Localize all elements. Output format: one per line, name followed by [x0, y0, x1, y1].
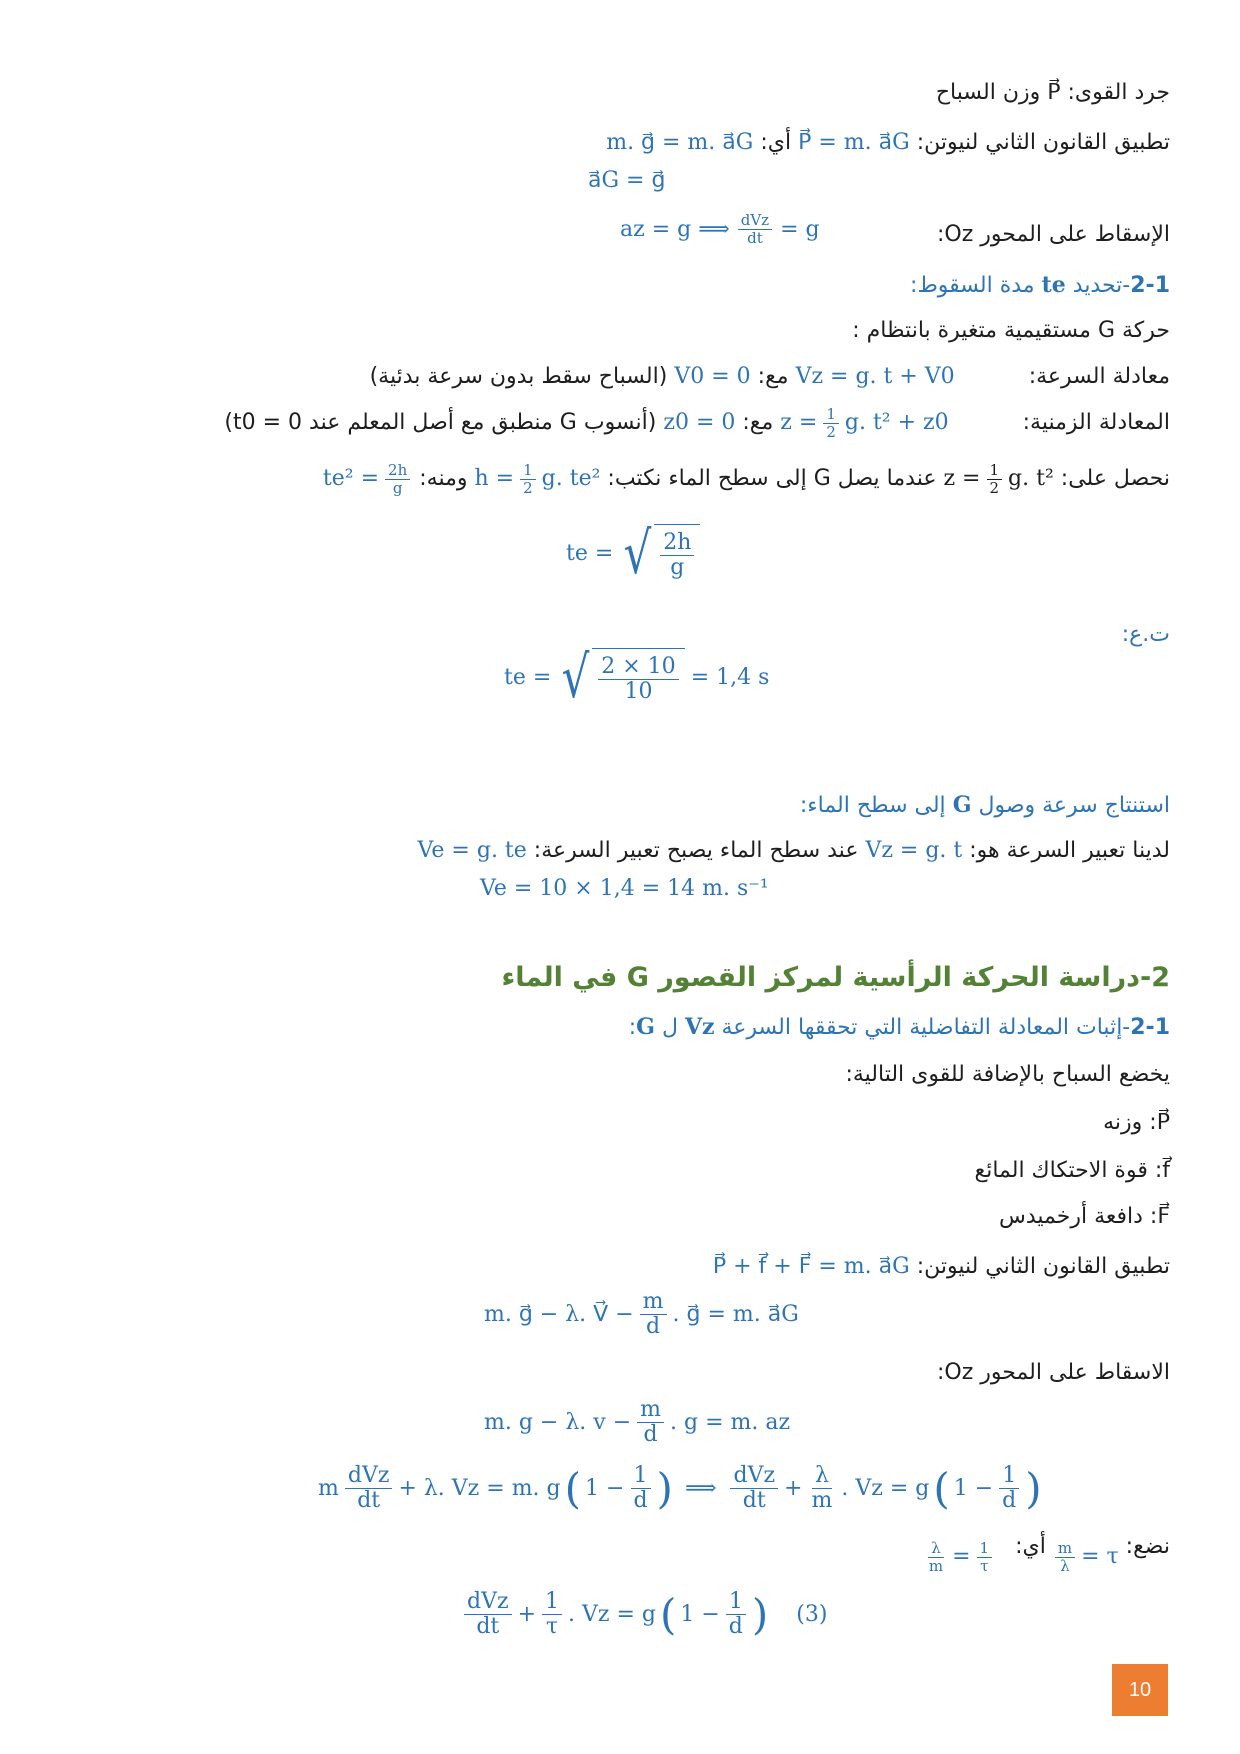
acceleration-eq-text: a⃗G = g⃗ [588, 168, 666, 193]
vector-eq-right: . g⃗ = m. a⃗G [672, 1302, 799, 1328]
weight-description: : وزنه [1103, 1110, 1157, 1135]
one-over-tau [542, 1590, 562, 1639]
frac-den: dt [476, 1614, 500, 1640]
newton-applied-equation: P⃗ + f⃗ + F⃗ = m. a⃗G [712, 1254, 910, 1279]
surface-velocity-expression: Ve = g. te [417, 838, 527, 863]
friction-vector-symbol: f⃗ [1162, 1158, 1170, 1183]
at-surface-text: عند سطح الماء يصبح تعبير السرعة: [533, 838, 859, 863]
motion-type-text: حركة G مستقيمية متغيرة بانتظام : [852, 318, 1170, 343]
deduce-tail: إلى سطح الماء: [799, 793, 946, 818]
sub-g: G [636, 1014, 655, 1040]
sqrt-body [654, 524, 700, 582]
frac-num: dVz [738, 212, 772, 230]
deriv-eq-right: . Vz = g [841, 1476, 930, 1502]
one-minus: 1 − [680, 1602, 720, 1628]
m-over-d [640, 1290, 667, 1339]
forces-intro-text: يخضع السباح بالإضافة للقوى التالية: [845, 1062, 1170, 1087]
velocity-with-label: مع: [757, 364, 789, 389]
projection-label: الإسقاط على المحور Oz: [936, 222, 1170, 247]
heading-tail: مدة السقوط: [910, 273, 1035, 298]
time-equation-line [70, 406, 1170, 440]
right-paren: ) [751, 1589, 769, 1639]
frac-den: λ [1060, 1556, 1070, 1575]
frac-num: 2h [660, 531, 694, 556]
frac-den: dt [742, 1488, 766, 1514]
height-eq-right: g. te² [541, 466, 601, 491]
dvz-dt-fraction [738, 212, 772, 246]
buoyancy-vector-symbol: F⃗ [1157, 1204, 1170, 1229]
frac-den: d [1002, 1488, 1017, 1514]
frac-den: τ [980, 1556, 989, 1575]
radical-icon: √ [623, 519, 652, 587]
frac-den: g [670, 555, 685, 580]
acceleration-equals-g [588, 168, 665, 193]
m-over-lambda [1055, 1540, 1075, 1574]
hence-label: ومنه: [419, 466, 468, 491]
frac-den: m [811, 1488, 833, 1514]
sub-colon: : [628, 1015, 637, 1040]
velocity-equation: Vz = g. t + V0 [795, 364, 955, 389]
frac-num: dVz [730, 1464, 778, 1489]
motion-type-line [70, 314, 1170, 348]
fall-duration-heading [70, 268, 1170, 303]
te-sqrt-formula [566, 519, 700, 587]
radical-icon: √ [561, 643, 590, 711]
velocity-expression-label: لدينا تعبير السرعة هو: [969, 838, 1170, 863]
frac-num: 1 [542, 1590, 562, 1615]
numerical-application-label [70, 618, 1170, 652]
force-weight [70, 1106, 1170, 1140]
one-over-d [726, 1590, 746, 1639]
newton-eq-1: P⃗ = m. a⃗G [798, 130, 910, 155]
lambda-over-m-definition [924, 1540, 994, 1574]
heading-variable: te [1041, 272, 1066, 298]
frac-den: d [728, 1614, 743, 1640]
frac-num: λ [928, 1540, 944, 1558]
velocity-expression-line [70, 834, 1170, 868]
weight-label: وزن السباح [935, 80, 1041, 105]
frac-num: 1 [977, 1540, 993, 1558]
frac-num: 2 × 10 [598, 655, 678, 680]
right-paren: ) [1025, 1463, 1042, 1513]
newton-eq-connector: أي: [760, 130, 792, 155]
scalar-equation [484, 1398, 790, 1447]
frac-num: m [637, 1398, 664, 1423]
dvz-dt [345, 1464, 393, 1513]
m-over-d [637, 1398, 664, 1447]
half-fraction [823, 406, 839, 440]
frac-den: g [392, 478, 403, 497]
left-paren: ( [933, 1463, 950, 1513]
initial-velocity: V0 = 0 [674, 364, 751, 389]
sub-number: 2-1 [1130, 1015, 1170, 1040]
time-equation [780, 406, 948, 440]
plus-sign: + [784, 1476, 803, 1502]
lambda-over-m [926, 1540, 946, 1574]
frac-num: dVz [464, 1590, 512, 1615]
projection-oz-line [70, 1356, 1170, 1390]
dvz-dt [464, 1590, 512, 1639]
height-equation [475, 462, 601, 496]
newton-law-label: تطبيق القانون الثاني لنيوتن: [916, 130, 1170, 155]
te-numeric-formula [504, 643, 770, 711]
substitution-label: نضع: [1125, 1534, 1170, 1559]
newton-law-line [70, 126, 1170, 160]
one-over-tau [977, 1540, 993, 1574]
frac-num: dVz [345, 1464, 393, 1489]
frac-den: dt [747, 228, 763, 247]
one-minus: 1 − [953, 1476, 994, 1502]
vector-equation [484, 1290, 799, 1339]
te-sq-left: te² = [322, 466, 380, 491]
buoyancy-description: : دافعة أرخميدس [999, 1204, 1158, 1229]
deriv-eq-mid: + λ. Vz = m. g [398, 1476, 561, 1502]
te-label: te = [504, 664, 552, 690]
section-number: 2 [1151, 962, 1170, 993]
projection-eq-right: = g [780, 216, 820, 242]
frac-den: 2 [523, 478, 533, 497]
sqrt-body [592, 648, 684, 706]
forces-intro [70, 1058, 1170, 1092]
position-equation [943, 462, 1053, 496]
forces-inventory-label: جرد القوى: [1067, 80, 1170, 105]
frac-num: 1 [726, 1590, 746, 1615]
velocity-expression: Vz = g. t [865, 838, 963, 863]
one-over-d [630, 1464, 650, 1513]
projection-eq-left: az = g ⟹ [620, 216, 730, 242]
time-note: (أنسوب G منطبق مع أصل المعلم عند t0 = 0) [224, 410, 657, 435]
section-title-text: -دراسة الحركة الرأسية لمركز القصور G في الماء [501, 962, 1152, 993]
frac-num: λ [812, 1464, 832, 1489]
time-equation-label: المعادلة الزمنية: [1022, 410, 1170, 435]
obtain-label: نحصل على: [1060, 466, 1170, 491]
frac-num: m [1055, 1540, 1075, 1558]
final-eq-mid: . Vz = g [568, 1602, 656, 1628]
time-with-label: مع: [742, 410, 774, 435]
equation-number: (3) [796, 1602, 828, 1628]
page-number: 10 [1128, 1678, 1152, 1701]
half-fraction [520, 462, 536, 496]
frac-den: d [643, 1422, 658, 1448]
weight-vector-symbol: P⃗ [1156, 1110, 1170, 1135]
time-eq-right: g. t² + z0 [844, 410, 949, 435]
te-label: te = [566, 540, 614, 566]
obtain-line [70, 462, 1170, 496]
deduce-var: G [952, 792, 972, 818]
equals: = [952, 1544, 971, 1569]
differential-eq-heading [70, 1010, 1170, 1045]
deduce-text: استنتاج سرعة وصول [978, 793, 1170, 818]
frac-den: m [928, 1556, 944, 1575]
left-paren: ( [564, 1463, 582, 1513]
one-minus: 1 − [585, 1476, 625, 1502]
frac-den: dt [357, 1488, 381, 1514]
force-friction [70, 1154, 1170, 1188]
velocity-equation-label: معادلة السرعة: [1028, 364, 1170, 389]
numeric-fraction [598, 655, 678, 704]
lambda-over-m [808, 1464, 835, 1513]
sub-text: -إثبات المعادلة التفاضلية التي تحققها السرعة [721, 1015, 1131, 1040]
plus-sign: + [517, 1602, 536, 1628]
half-fraction [987, 462, 1003, 496]
te-squared-equation [323, 462, 412, 496]
frac-num: 1 [631, 1464, 651, 1489]
equals-tau: = τ [1081, 1544, 1119, 1569]
scalar-eq-right: . g = m. az [670, 1410, 791, 1436]
projection-equation [620, 212, 820, 246]
2h-over-g-fraction [385, 462, 410, 496]
2h-over-g [660, 531, 694, 580]
deduce-velocity-heading [70, 788, 1170, 823]
frac-den: 2 [989, 478, 1000, 497]
time-eq-left: z = [780, 410, 818, 435]
frac-num: m [640, 1290, 667, 1315]
velocity-note: (السباح سقط بدون سرعة بدئية) [369, 364, 668, 389]
velocity-equation-line [70, 360, 1170, 394]
frac-den: 2 [826, 422, 836, 441]
reach-surface-text: عندما يصل G إلى سطح الماء نكتب: [607, 466, 937, 491]
that-is-label: أي: [1015, 1534, 1046, 1559]
sub-variable: Vz [684, 1014, 715, 1040]
height-eq-left: h = [474, 466, 515, 491]
pos-eq-left: z = [943, 466, 981, 491]
friction-description: : قوة الاحتكاك المائع [974, 1158, 1163, 1183]
pos-eq-right: g. t² [1008, 466, 1054, 491]
differential-derivation [318, 1464, 1042, 1513]
vector-eq-left: m. g⃗ − λ. V⃗ − [484, 1302, 634, 1328]
frac-num: 1 [999, 1464, 1019, 1489]
mass-factor: m [318, 1476, 339, 1502]
implies-arrow: ⟹ [684, 1476, 717, 1502]
velocity-value-text: Ve = 10 × 1,4 = 14 m. s⁻¹ [480, 876, 769, 901]
scalar-eq-left: m. g − λ. v − [484, 1410, 632, 1436]
substitution-line [70, 1530, 1170, 1574]
frac-num: 1 [520, 462, 536, 480]
right-paren: ) [656, 1463, 673, 1513]
section-2-title [70, 958, 1170, 998]
tau-definition [1053, 1540, 1119, 1574]
te-result: = 1,4 s [690, 664, 770, 690]
frac-den: 10 [624, 679, 653, 704]
frac-num: 2h [385, 462, 410, 480]
force-buoyancy [70, 1200, 1170, 1234]
sqrt-symbol [619, 519, 700, 587]
heading-text: -تحديد [1072, 273, 1131, 298]
newton-eq-2: m. g⃗ = m. a⃗G [606, 130, 754, 155]
projection-oz-label: الاسقاط على المحور Oz: [936, 1360, 1170, 1385]
frac-num: 1 [823, 406, 839, 424]
ta-text: ت.ع: [1121, 622, 1170, 647]
page-number-badge [1112, 1664, 1168, 1716]
sqrt-symbol [557, 643, 684, 711]
heading-number: 2-1 [1130, 273, 1170, 298]
surface-velocity-value [480, 876, 769, 901]
frac-den: d [633, 1488, 648, 1514]
newton-applied-label: تطبيق القانون الثاني لنيوتن: [916, 1254, 1170, 1279]
final-differential-equation [462, 1590, 827, 1639]
weight-vector: P⃗ [1047, 80, 1061, 105]
dvz-dt [730, 1464, 778, 1513]
newton-applied-line [70, 1250, 1170, 1284]
forces-inventory-line [70, 76, 1170, 110]
one-over-d [999, 1464, 1019, 1513]
initial-position: z0 = 0 [663, 410, 736, 435]
frac-num: 1 [987, 462, 1003, 480]
frac-den: d [646, 1314, 661, 1340]
frac-den: τ [545, 1614, 559, 1640]
sub-for: ل [661, 1015, 678, 1040]
left-paren: ( [659, 1589, 677, 1639]
